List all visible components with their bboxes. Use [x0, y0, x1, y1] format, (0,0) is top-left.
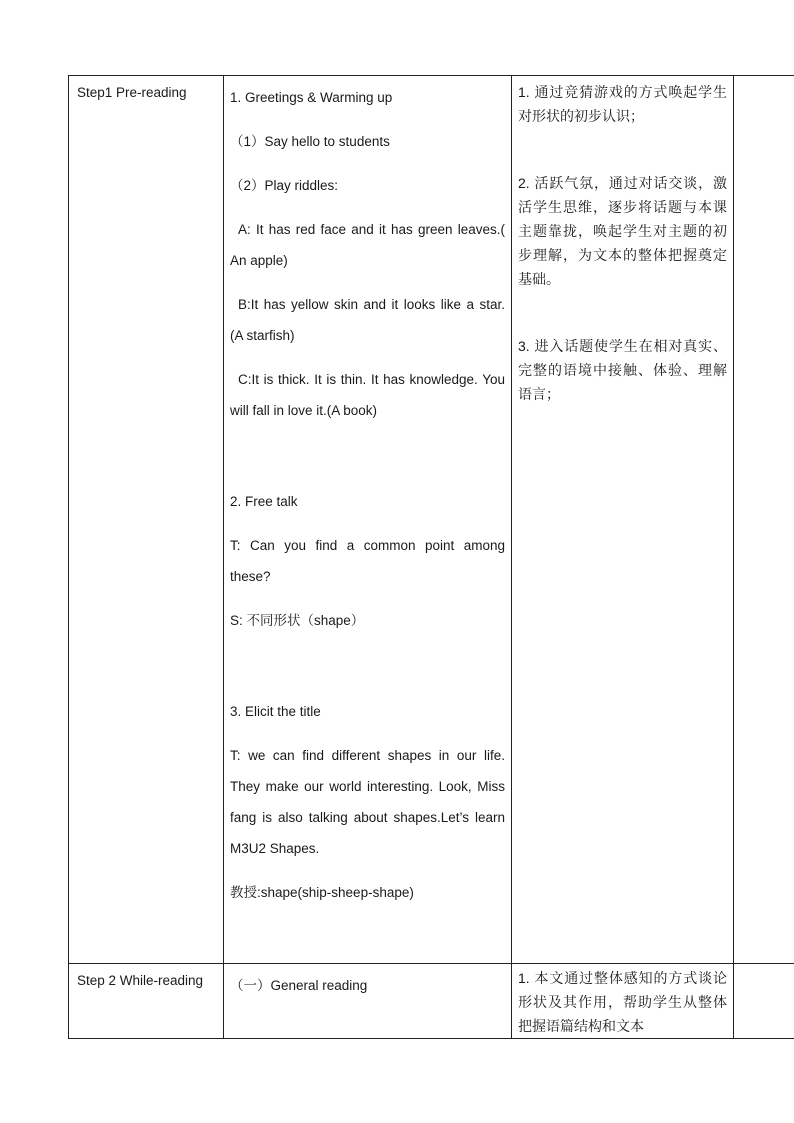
content-line: T: we can find different shapes in our life. They make our world interesting. Look, Miss fang is also talking about shapes.Let’s learn M3U2 Shapes. — [230, 748, 505, 856]
section-heading: 1. Greetings & Warming up — [230, 90, 393, 105]
content-line: T: Can you find a common point among these? — [230, 538, 505, 584]
content-cell — [224, 964, 512, 1039]
content-cell — [224, 76, 512, 964]
purpose-cell — [512, 76, 734, 964]
content-line: 教授:shape(ship-sheep-shape) — [230, 885, 414, 900]
content-line: （2）Play riddles: — [230, 178, 339, 193]
riddle-a: A: It has red face and it has green leaves.( An apple) — [230, 222, 505, 268]
content-line: （1）Say hello to students — [230, 134, 390, 149]
note-cell — [734, 76, 794, 964]
purpose-cell — [512, 964, 734, 1039]
purpose-item: 1. 通过竞猜游戏的方式唤起学生对形状的初步认识； — [518, 84, 727, 124]
section-heading: 2. Free talk — [230, 494, 298, 509]
section-heading: 3. Elicit the title — [230, 704, 321, 719]
step-cell — [69, 76, 224, 964]
step-label: Step1 Pre-reading — [77, 85, 187, 100]
purpose-item: 1. 本文通过整体感知的方式谈论形状及其作用，帮助学生从整体把握语篇结构和文本 — [518, 970, 727, 1034]
table-row — [69, 76, 794, 964]
purpose-item: 2. 活跃气氛，通过对话交谈，激活学生思维，逐步将话题与本课主题靠拢，唤起学生对主题的初步理解，为文本的整体把握奠定基础。 — [518, 175, 727, 287]
content-line: S: 不同形状（shape） — [230, 613, 365, 628]
lesson-plan-table — [68, 75, 794, 1039]
step-cell — [69, 964, 224, 1039]
purpose-item: 3. 进入话题使学生在相对真实、完整的语境中接触、体验、理解语言； — [518, 338, 727, 402]
riddle-c: C:It is thick. It is thin. It has knowledge. You will fall in love it.(A book) — [230, 372, 505, 418]
step-label: Step 2 While-reading — [77, 973, 204, 988]
riddle-b: B:It has yellow skin and it looks like a star. (A starfish) — [230, 297, 505, 343]
table-row — [69, 964, 794, 1039]
section-heading: （一）General reading — [230, 978, 368, 993]
note-cell — [734, 964, 794, 1039]
